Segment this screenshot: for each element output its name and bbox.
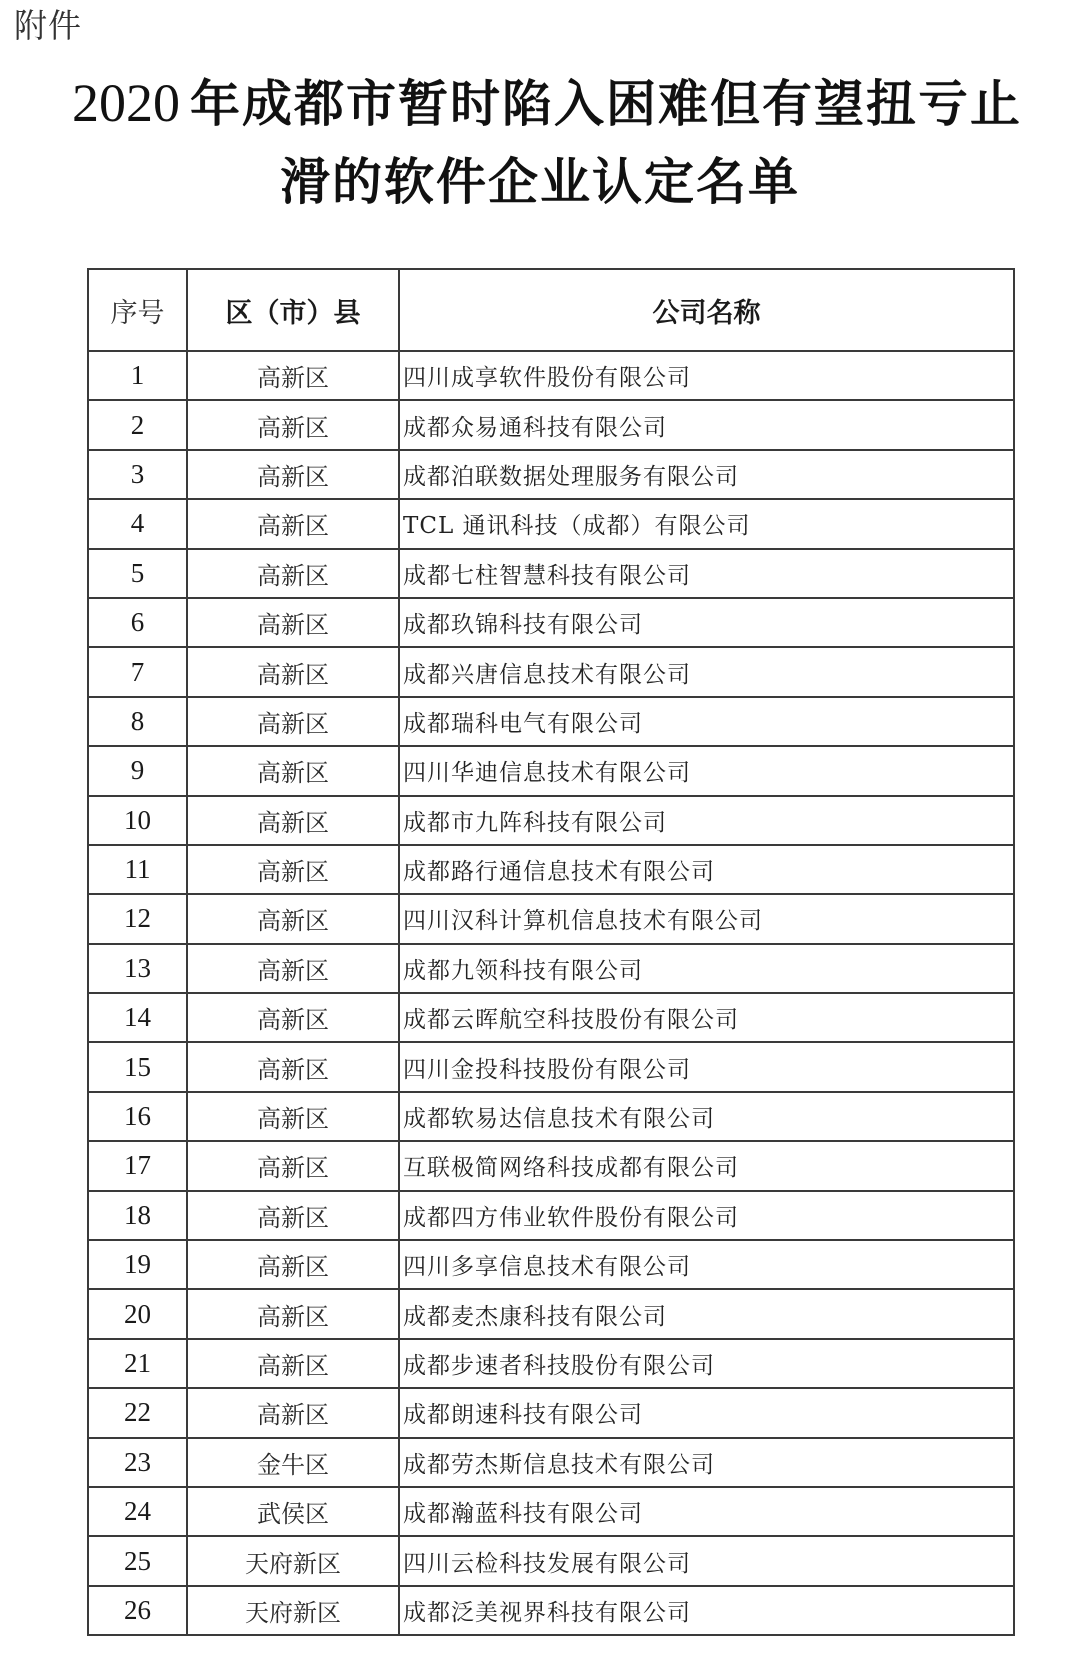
row-district: 高新区 xyxy=(187,647,399,696)
row-company-name: 成都瑞科电气有限公司 xyxy=(399,697,1014,746)
row-company-name: 成都步速者科技股份有限公司 xyxy=(399,1339,1014,1388)
row-district: 高新区 xyxy=(187,1092,399,1141)
row-index: 11 xyxy=(88,845,187,894)
row-index: 19 xyxy=(88,1240,187,1289)
row-district: 高新区 xyxy=(187,796,399,845)
table-row xyxy=(88,1141,1014,1190)
row-index: 16 xyxy=(88,1092,187,1141)
table-row xyxy=(88,598,1014,647)
header-company: 公司名称 xyxy=(399,269,1014,351)
row-index: 21 xyxy=(88,1339,187,1388)
table-body xyxy=(88,351,1014,1635)
row-company-name: 成都兴唐信息技术有限公司 xyxy=(399,647,1014,696)
row-index: 13 xyxy=(88,944,187,993)
table-row xyxy=(88,796,1014,845)
row-district: 高新区 xyxy=(187,351,399,400)
row-index: 15 xyxy=(88,1042,187,1091)
row-district: 高新区 xyxy=(187,894,399,943)
row-district: 高新区 xyxy=(187,1191,399,1240)
row-index: 25 xyxy=(88,1536,187,1585)
row-company-name: 成都九领科技有限公司 xyxy=(399,944,1014,993)
row-index: 18 xyxy=(88,1191,187,1240)
row-district: 高新区 xyxy=(187,1240,399,1289)
table-row xyxy=(88,697,1014,746)
table-row xyxy=(88,993,1014,1042)
row-company-name: 成都朗速科技有限公司 xyxy=(399,1388,1014,1437)
table-row xyxy=(88,1240,1014,1289)
table-row xyxy=(88,400,1014,449)
row-district: 高新区 xyxy=(187,598,399,647)
row-company-name: 成都泛美视界科技有限公司 xyxy=(399,1586,1014,1635)
row-company-name: 四川成享软件股份有限公司 xyxy=(399,351,1014,400)
row-company-name: 成都玖锦科技有限公司 xyxy=(399,598,1014,647)
row-district: 高新区 xyxy=(187,1289,399,1338)
row-index: 2 xyxy=(88,400,187,449)
row-index: 10 xyxy=(88,796,187,845)
row-company-name: 成都路行通信息技术有限公司 xyxy=(399,845,1014,894)
row-company-name: 成都劳杰斯信息技术有限公司 xyxy=(399,1438,1014,1487)
row-company-name: 四川多享信息技术有限公司 xyxy=(399,1240,1014,1289)
table-header-row xyxy=(88,269,1014,351)
row-district: 金牛区 xyxy=(187,1438,399,1487)
row-district: 高新区 xyxy=(187,1141,399,1190)
row-index: 8 xyxy=(88,697,187,746)
row-district: 天府新区 xyxy=(187,1586,399,1635)
row-company-name: 成都七柱智慧科技有限公司 xyxy=(399,549,1014,598)
row-company-name: 成都云晖航空科技股份有限公司 xyxy=(399,993,1014,1042)
table-row xyxy=(88,549,1014,598)
row-district: 高新区 xyxy=(187,1339,399,1388)
attachment-label: 附件 xyxy=(14,6,82,45)
row-index: 22 xyxy=(88,1388,187,1437)
company-list-table-container xyxy=(87,268,1013,1636)
row-index: 12 xyxy=(88,894,187,943)
row-district: 高新区 xyxy=(187,944,399,993)
row-district: 高新区 xyxy=(187,1042,399,1091)
row-company-name: TCL 通讯科技（成都）有限公司 xyxy=(399,499,1014,548)
title-line-1-text: 年成都市暂时陷入困难但有望扭亏止 xyxy=(190,75,1022,133)
table-row xyxy=(88,1339,1014,1388)
row-district: 高新区 xyxy=(187,400,399,449)
row-index: 24 xyxy=(88,1487,187,1536)
row-district: 高新区 xyxy=(187,549,399,598)
row-index: 17 xyxy=(88,1141,187,1190)
table-row xyxy=(88,1289,1014,1338)
row-district: 武侯区 xyxy=(187,1487,399,1536)
row-company-name: 成都麦杰康科技有限公司 xyxy=(399,1289,1014,1338)
table-row xyxy=(88,845,1014,894)
company-list-table xyxy=(87,268,1015,1636)
row-company-name: 四川云检科技发展有限公司 xyxy=(399,1536,1014,1585)
row-company-name: 四川金投科技股份有限公司 xyxy=(399,1042,1014,1091)
table-row xyxy=(88,1536,1014,1585)
row-company-name: 成都泊联数据处理服务有限公司 xyxy=(399,450,1014,499)
table-row xyxy=(88,1586,1014,1635)
table-row xyxy=(88,1487,1014,1536)
title-year: 2020 xyxy=(72,73,180,133)
title-line-2: 滑的软件企业认定名单 xyxy=(280,153,800,211)
row-company-name: 四川华迪信息技术有限公司 xyxy=(399,746,1014,795)
row-district: 高新区 xyxy=(187,1388,399,1437)
row-index: 1 xyxy=(88,351,187,400)
row-district: 高新区 xyxy=(187,993,399,1042)
row-district: 天府新区 xyxy=(187,1536,399,1585)
table-row xyxy=(88,499,1014,548)
title-line-1 xyxy=(0,64,1080,143)
row-company-name: 四川汉科计算机信息技术有限公司 xyxy=(399,894,1014,943)
row-district: 高新区 xyxy=(187,746,399,795)
table-row xyxy=(88,1092,1014,1141)
table-row xyxy=(88,1191,1014,1240)
table-row xyxy=(88,746,1014,795)
row-index: 7 xyxy=(88,647,187,696)
row-index: 4 xyxy=(88,499,187,548)
header-district: 区（市）县 xyxy=(187,269,399,351)
row-index: 14 xyxy=(88,993,187,1042)
table-row xyxy=(88,894,1014,943)
table-row xyxy=(88,1438,1014,1487)
row-company-name: 成都软易达信息技术有限公司 xyxy=(399,1092,1014,1141)
row-index: 3 xyxy=(88,450,187,499)
table-row xyxy=(88,1042,1014,1091)
row-index: 26 xyxy=(88,1586,187,1635)
row-index: 6 xyxy=(88,598,187,647)
row-company-name: 成都众易通科技有限公司 xyxy=(399,400,1014,449)
document-title xyxy=(0,64,1080,221)
row-index: 23 xyxy=(88,1438,187,1487)
header-index: 序号 xyxy=(88,269,187,351)
table-row xyxy=(88,647,1014,696)
row-district: 高新区 xyxy=(187,450,399,499)
row-company-name: 成都瀚蓝科技有限公司 xyxy=(399,1487,1014,1536)
row-index: 9 xyxy=(88,746,187,795)
table-row xyxy=(88,450,1014,499)
table-row xyxy=(88,944,1014,993)
row-company-name: 互联极简网络科技成都有限公司 xyxy=(399,1141,1014,1190)
row-index: 20 xyxy=(88,1289,187,1338)
table-row xyxy=(88,351,1014,400)
row-district: 高新区 xyxy=(187,845,399,894)
row-company-name: 成都市九阵科技有限公司 xyxy=(399,796,1014,845)
row-company-name: 成都四方伟业软件股份有限公司 xyxy=(399,1191,1014,1240)
table-row xyxy=(88,1388,1014,1437)
row-district: 高新区 xyxy=(187,697,399,746)
row-index: 5 xyxy=(88,549,187,598)
row-district: 高新区 xyxy=(187,499,399,548)
